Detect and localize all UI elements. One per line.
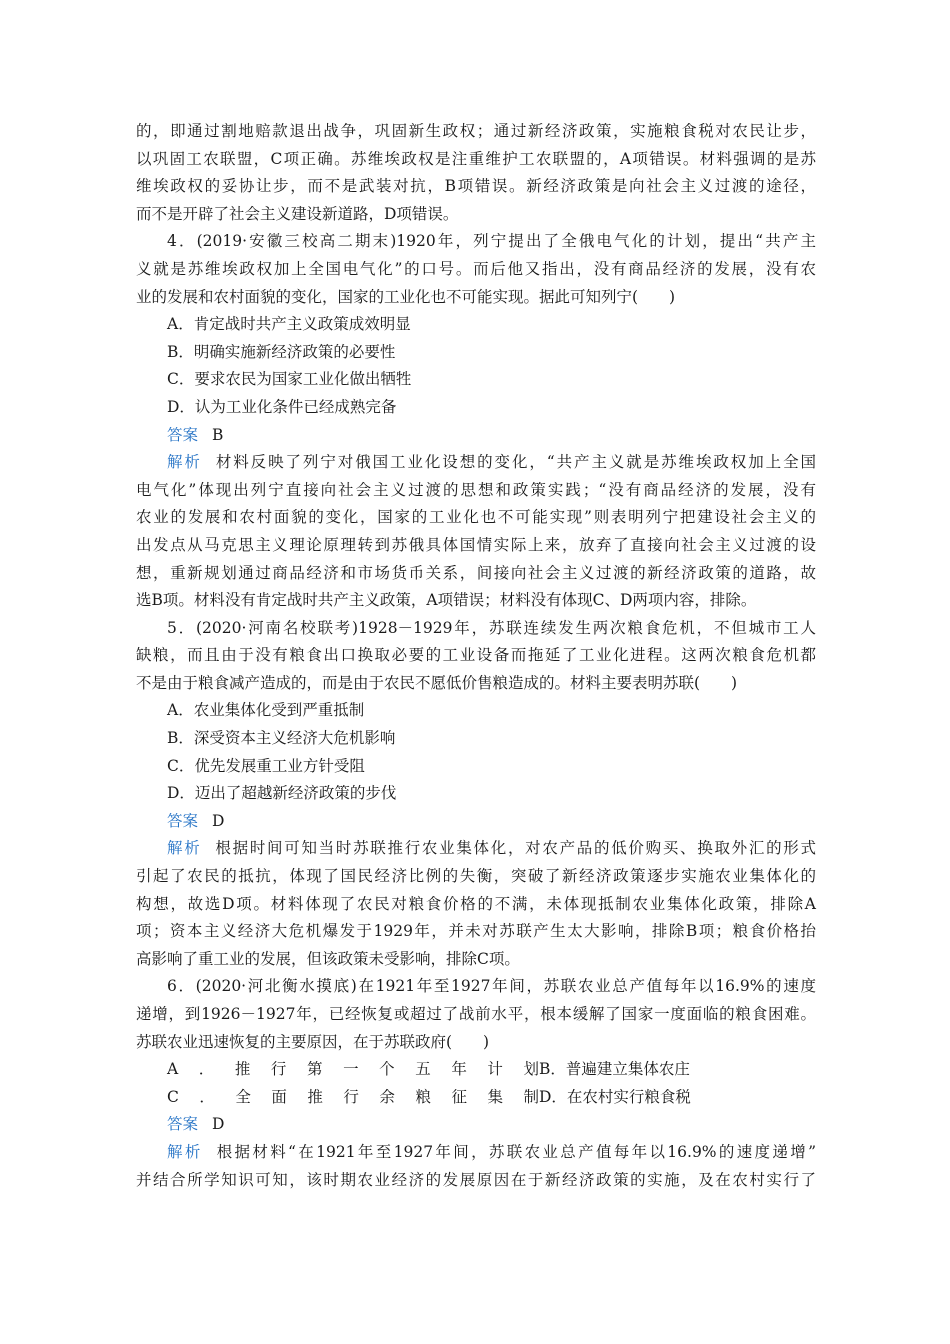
analysis-line: 电气化”体现出列宁直接向社会主义过渡的思想和政策实践；“没有商品经济的发展，没有	[136, 480, 816, 499]
document-page	[136, 118, 816, 1194]
analysis-label: 解析	[167, 839, 202, 858]
option-a: A．农业集体化受到严重抵制	[167, 701, 365, 720]
question-stem-line: 递增，到1926－1927年，已经恢复或超过了战前水平，根本缓解了国家一度面临的粮食困难。	[136, 1005, 816, 1023]
option-b: B．明确实施新经济政策的必要性	[167, 342, 396, 361]
analysis-line: 选B项。材料没有肯定战时共产主义政策，A项错误；材料没有体现C、D两项内容，排除。	[136, 591, 757, 610]
question-stem-line: 义就是苏维埃政权加上全国电气化”的口号。而后他又指出，没有商品经济的发展，没有农	[136, 259, 816, 278]
option-c: C．优先发展重工业方针受阻	[167, 756, 365, 775]
analysis-text: 根据时间可知当时苏联推行农业集体化，对农产品的低价购买、换取外汇的形式	[215, 839, 816, 858]
question-5	[136, 615, 816, 974]
option-a: A．肯定战时共产主义政策成效明显	[167, 315, 411, 334]
analysis-label: 解析	[167, 453, 202, 472]
answer-label: 答案	[167, 425, 199, 444]
text-line: 而不是开辟了社会主义建设新道路，D项错误。	[136, 204, 459, 223]
question-stem-line: 6．(2020·河北衡水摸底)在1921年至1927年间，苏联农业总产值每年以16.9%的速度	[167, 977, 816, 996]
option-d: D．在农村实行粮食税	[539, 1087, 691, 1106]
answer-value: D	[212, 811, 225, 830]
analysis-line: 高影响了重工业的发展，但该政策未受影响，排除C项。	[136, 949, 520, 968]
answer-line	[136, 808, 816, 836]
text-line: 以巩固工农联盟，C项正确。苏维埃政权是注重维护工农联盟的，A项错误。材料强调的是苏	[136, 149, 816, 168]
question-stem-line: 不是由于粮食减产造成的，而是由于农民不愿低价售粮造成的。材料主要表明苏联( )	[136, 673, 738, 692]
answer-line	[136, 422, 816, 450]
question-6	[136, 973, 816, 1194]
question-stem-line: 4．(2019·安徽三校高二期末)1920年，列宁提出了全俄电气化的计划，提出“共产主	[167, 232, 816, 251]
option-b: B．普遍建立集体农庄	[539, 1060, 690, 1079]
analysis-line	[136, 835, 816, 863]
option-d: D．迈出了超越新经济政策的步伐	[167, 784, 397, 803]
analysis-text: 材料反映了列宁对俄国工业化设想的变化，“共产主义就是苏维埃政权加上全国	[215, 453, 816, 472]
analysis-line: 并结合所学知识可知，该时期农业经济的发展原因在于新经济政策的实施，及在农村实行了	[136, 1170, 816, 1189]
analysis-line: 出发点从马克思主义理论原理转到苏俄具体国情实际上来，放弃了直接向社会主义过渡的设	[136, 535, 816, 554]
analysis-line: 项；资本主义经济大危机爆发于1929年，并未对苏联产生太大影响，排除B项；粮食价格抬	[136, 922, 816, 941]
answer-value: B	[212, 425, 224, 444]
answer-label: 答案	[167, 1115, 199, 1134]
option-c: C．要求农民为国家工业化做出牺牲	[167, 370, 412, 389]
analysis-line: 想，重新规划通过商品经济和市场货币关系，间接向社会主义过渡的新经济政策的道路，故	[136, 563, 816, 582]
analysis-line	[136, 1139, 816, 1167]
answer-label: 答案	[167, 811, 199, 830]
text-line: 维埃政权的妥协让步，而不是武装对抗，B项错误。新经济政策是向社会主义过渡的途径，	[136, 177, 816, 196]
intro-paragraph	[136, 118, 816, 228]
analysis-line: 构想，故选D项。材料体现了农民对粮食价格的不满，未体现抵制农业集体化政策，排除A	[136, 894, 816, 913]
analysis-label: 解析	[167, 1142, 203, 1161]
question-stem-line: 5．(2020·河南名校联考)1928－1929年，苏联连续发生两次粮食危机，不但城市工人	[167, 618, 816, 637]
answer-line	[136, 1111, 816, 1139]
question-stem-line: 缺粮，而且由于没有粮食出口换取必要的工业设备而拖延了工业化进程。这两次粮食危机都	[136, 646, 816, 665]
question-stem-line: 苏联农业迅速恢复的主要原因，在于苏联政府( )	[136, 1032, 490, 1051]
option-d: D．认为工业化条件已经成熟完备	[167, 397, 397, 416]
analysis-text: 根据材料“在1921年至1927年间，苏联农业总产值每年以16.9%的速度递增”	[216, 1142, 816, 1161]
analysis-line: 农业的发展和农村面貌的变化，国家的工业化也不可能实现”则表明列宁把建设社会主义的	[136, 508, 816, 527]
analysis-line	[136, 449, 816, 477]
options-row	[136, 1084, 816, 1112]
option-a: A．推行第一个五年计划	[167, 1060, 539, 1079]
answer-value: D	[212, 1115, 225, 1134]
question-4	[136, 228, 816, 614]
text-line: 的，即通过割地赔款退出战争，巩固新生政权；通过新经济政策，实施粮食税对农民让步，	[136, 122, 816, 140]
question-stem-line: 业的发展和农村面貌的变化，国家的工业化也不可能实现。据此可知列宁( )	[136, 287, 676, 306]
option-b: B．深受资本主义经济大危机影响	[167, 729, 396, 748]
analysis-line: 引起了农民的抵抗，体现了国民经济比例的失衡，突破了新经济政策逐步实施农业集体化的	[136, 867, 816, 886]
option-c: C．全面推行余粮征集制	[167, 1087, 539, 1106]
options-row	[136, 1056, 816, 1084]
